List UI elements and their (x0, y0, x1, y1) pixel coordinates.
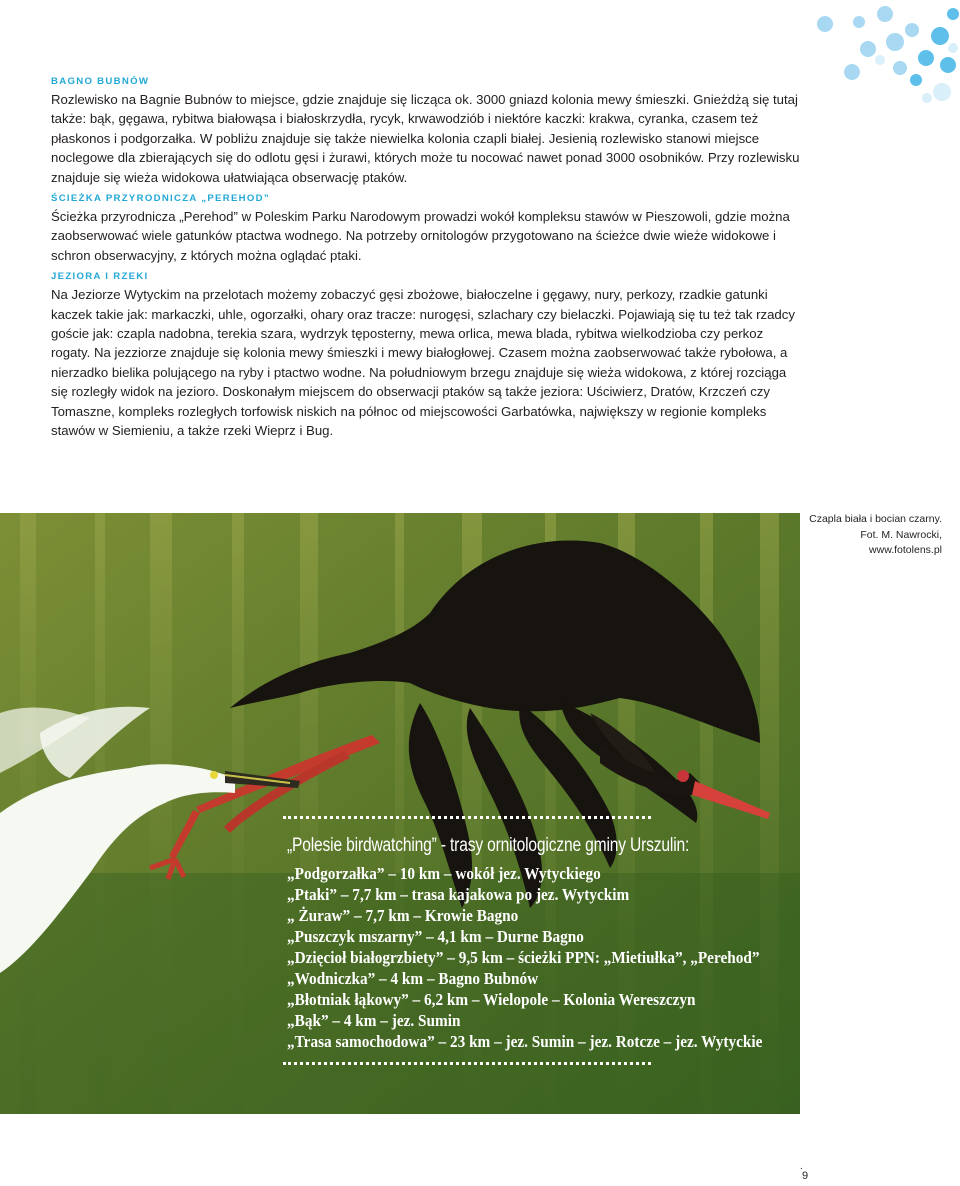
caption-line: Fot. M. Nawrocki, (860, 528, 942, 541)
article-text (51, 76, 803, 447)
routes-list (283, 863, 783, 1052)
caption-line: www.fotolens.pl (869, 544, 942, 556)
caption-line: Czapla biała i bocian czarny. (809, 513, 942, 525)
page-number-dot: . (800, 1161, 803, 1172)
routes-panel (283, 816, 783, 1065)
section-heading-jeziora: JEZIORA I RZEKI (51, 271, 149, 283)
section-text-jeziora: Na Jeziorze Wytyckim na przelotach możemy zobaczyć gęsi zbożowe, białoczelne i gęgawy, nury, perkozy, rzadkie gatunki kaczek takie jak: markaczki, uhle, ogorzałki, ohary oraz tracze: nurogęsi, szlachary czy bielaczki. Pojawiają się tu też tak rzadcy goście jak: czapla nadobna, terekia szara, wydrzyk tęposterny, mewa orlica, mewa blada, rybitwa wielkodzioba czy perkoz rogaty. Na jezziorze znajduje się kolonia mewy śmieszki i mewy białogłowej. Czasem można zaobserwować także rybołowa, a nierzadko bielika polującego na ryby i ptactwo wodne. Na południowym brzegu znajduje się wieża widokowa, z której rozciąga się rozległy widok na jezioro. Doskonałym miejscem do obserwacji ptaków są także jeziora: Uściwierz, Dratów, Krzczeń czy Tomaszne, kompleks rozległych torfowisk niskich na północ od miejscowości Garbatówka, największy w regionie kompleks stawów w Siemieniu, a także rzeki Wieprz i Bug. (51, 287, 795, 439)
routes-panel-title: „Polesie birdwatching” - trasy ornitologiczne gminy Urszulin: (287, 835, 690, 856)
route-item: „Dzięcioł białogrzbiety” – 9,5 km – ścieżki PPN: „Mietiułka”, „Perehod” (287, 948, 760, 967)
section-heading-bagno-bubnow: BAGNO BUBNÓW (51, 76, 150, 87)
dotted-divider (283, 816, 651, 819)
section-heading-perehod: ŚCIEŻKA PRZYRODNICZA „PEREHOD” (51, 193, 270, 205)
route-item: „Bąk” – 4 km – jez. Sumin (287, 1011, 461, 1030)
dotted-divider (283, 1062, 651, 1065)
route-item: „Wodniczka” – 4 km – Bagno Bubnów (287, 969, 539, 988)
route-item: „Podgorzałka” – 10 km – wokół jez. Wytyckiego (287, 864, 601, 883)
route-item: „Błotniak łąkowy” – 6,2 km – Wielopole – Kolonia Wereszczyn (287, 990, 696, 1009)
section-text-bagno-bubnow: Rozlewisko na Bagnie Bubnów to miejsce, gdzie znajduje się licząca ok. 3000 gniazd kolonia mewy śmieszki. Gnieżdżą się tutaj także: bąk, gęgawa, rybitwa białowąsa i białoskrzydła, rycyk, krwawodziób i niektóre kaczki: krakwa, cyranka, czasem też płaskonos i podgorzałka. W pobliżu znajduje się także niewielka kolonia czapli białej. Jesienią rozlewisko stanowi miejsce noclegowe dla zbierających się do odlotu gęsi i żurawi, których może tu nocować nawet ponad 3000 osobników. Przy rozlewisku znajduje się wieża widokowa ułatwiająca obserwację ptaków. (51, 92, 800, 185)
route-item: „ Żuraw” – 7,7 km – Krowie Bagno (287, 906, 519, 925)
route-item: „Puszczyk mszarny” – 4,1 km – Durne Bagno (287, 927, 584, 946)
route-item: „Ptaki” – 7,7 km – trasa kajakowa po jez. Wytyckim (287, 885, 630, 904)
photo-caption (782, 512, 942, 559)
decorative-dots (800, 0, 960, 110)
route-item: „Trasa samochodowa” – 23 km – jez. Sumin – jez. Rotcze – jez. Wytyckie (287, 1032, 763, 1051)
page-number: 9 (802, 1170, 809, 1182)
section-text-perehod: Ścieżka przyrodnicza „Perehod” w Poleskim Parku Narodowym prowadzi wokół kompleksu stawów w Pieszowoli, gdzie można zaobserwować wiele gatunków ptactwa wodnego. Na potrzeby ornitologów przygotowano na ścieżce dwie wieże widokowe i schron obserwacyjny, z których można oglądać ptaki. (51, 209, 790, 263)
